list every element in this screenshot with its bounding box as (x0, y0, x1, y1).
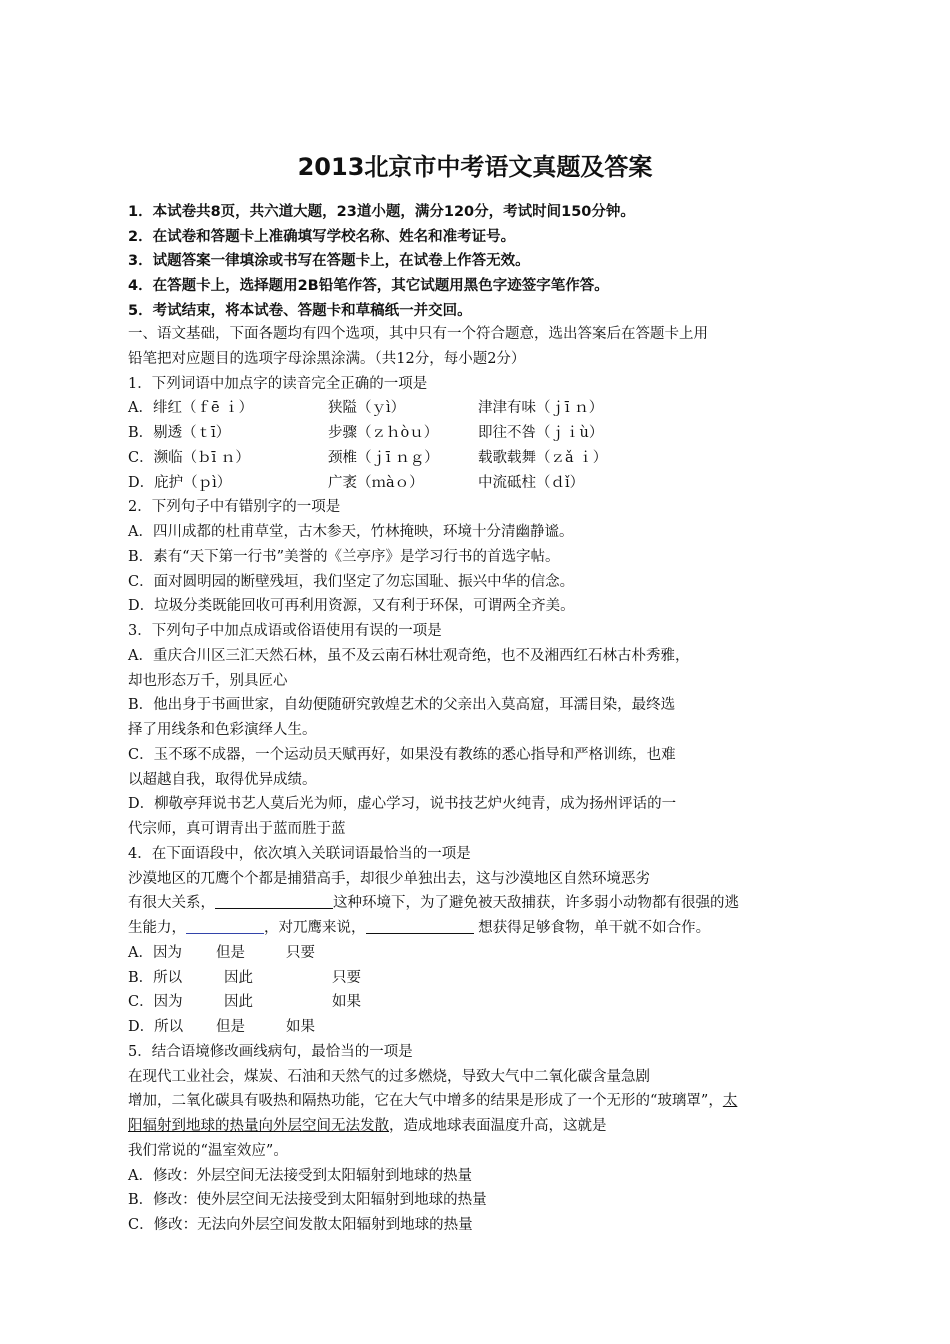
option-word: 只要 (332, 969, 361, 986)
question-2-option-d: D．垃圾分类既能回收可再利用资源，又有利于环保，可谓两全齐美。 (128, 598, 575, 615)
fill-blank-3 (366, 917, 474, 934)
option-word: B．剔透（ｔī） (128, 425, 231, 441)
option-word: A．绯红（ｆē ｉ） (128, 400, 254, 417)
passage-text: ，对兀鹰来说， (264, 920, 366, 936)
question-4-stem: 4．在下面语段中，依次填入关联词语最恰当的一项是 (128, 845, 471, 862)
section-heading: 一、语文基础，下面各题均有四个选项，其中只有一个符合题意，选出答案后在答题卡上用 (128, 326, 708, 342)
option-word: 如果 (332, 994, 361, 1011)
option-word: B．所以 (128, 969, 183, 986)
question-3-option-line: 代宗师，真可谓青出于蓝而胜于蓝 (128, 821, 346, 837)
question-4-passage (128, 891, 858, 916)
option-word: D．所以 (128, 1019, 184, 1035)
option-word: 广袤（ｍàｏ） (328, 474, 424, 491)
passage-text: ，造成地球表面温度升高，这就是 (389, 1118, 607, 1134)
option-word: 狭隘（ｙì） (328, 400, 406, 417)
option-word: 但是 (216, 1019, 245, 1035)
question-4-option-d (128, 1015, 858, 1040)
question-4-passage: 沙漠地区的兀鹰个个都是捕猎高手，却很少单独出去，这与沙漠地区自然环境恶劣 (128, 870, 650, 887)
option-word: 即往不咎（ｊｉù） (478, 425, 604, 441)
question-3-option-line: 以超越自我，取得优异成绩。 (128, 771, 317, 788)
option-word: 载歌载舞（ｚǎ ｉ） (478, 449, 608, 466)
option-word: A．因为 (128, 944, 182, 961)
question-1-option-d (128, 471, 858, 496)
passage-text: 这种环境下，为了避免被天敌捕获，许多弱小动物都有很强的逃 (333, 895, 739, 912)
question-3-stem: 3．下列句子中加点成语或俗语使用有误的一项是 (128, 623, 442, 639)
question-4-option-a (128, 941, 858, 966)
option-word: 如果 (286, 1019, 315, 1035)
option-word: 但是 (216, 944, 245, 961)
option-word: 津津有味（ｊī ｎ） (478, 400, 604, 417)
option-word: C．濒临（ｂī ｎ） (128, 449, 250, 466)
question-2-option-a: A．四川成都的杜甫草堂，古木参天，竹林掩映，环境十分清幽静谧。 (128, 524, 574, 540)
question-3-option-line: A．重庆合川区三汇天然石林，虽不及云南石林壮观奇绝，也不及湘西红石林古朴秀雅， (128, 647, 690, 664)
instruction-item: 2．在试卷和答题卡上准确填写学校名称、姓名和准考证号。 (128, 228, 516, 245)
underlined-sentence: 阳辐射到地球的热量向外层空间无法发散 (128, 1118, 389, 1134)
question-1-option-a (128, 396, 858, 421)
question-5-option-a: A．修改：外层空间无法接受到太阳辐射到地球的热量 (128, 1167, 472, 1184)
option-word: 中流砥柱（ｄǐ） (478, 474, 585, 491)
question-5-passage (128, 1089, 858, 1114)
question-4-option-b (128, 966, 858, 991)
option-word: 因此 (224, 994, 253, 1011)
question-5-option-c: C．修改：无法向外层空间发散太阳辐射到地球的热量 (128, 1217, 473, 1233)
instruction-item: 4．在答题卡上，选择题用2B铅笔作答，其它试题用黑色字迹签字笔作答。 (128, 278, 609, 295)
instruction-item: 5．考试结束，将本试卷、答题卡和草稿纸一并交回。 (128, 302, 472, 319)
question-2-option-b: B．素有“天下第一行书”美誉的《兰亭序》是学习行书的首选字帖。 (128, 548, 560, 565)
exam-body (128, 322, 858, 1238)
passage-text: 有很大关系， (128, 895, 215, 912)
option-word: 因此 (224, 969, 253, 986)
passage-text: 生能力， (128, 920, 186, 936)
question-5-passage (128, 1114, 858, 1139)
question-5-passage: 在现代工业社会，煤炭、石油和天然气的过多燃烧，导致大气中二氧化碳含量急剧 (128, 1068, 650, 1085)
instruction-item: 1．本试卷共8页，共六道大题，23道小题，满分120分，考试时间150分钟。 (128, 204, 635, 220)
option-word: C．因为 (128, 994, 183, 1011)
passage-text: 增加，二氧化碳具有吸热和隔热功能，它在大气中增多的结果是形成了一个无形的“玻璃罩”， (128, 1093, 723, 1110)
question-5-option-b: B．修改：使外层空间无法接受到太阳辐射到地球的热量 (128, 1192, 487, 1209)
option-word: 步骤（ｚｈòｕ） (328, 425, 439, 441)
question-4-passage (128, 916, 858, 941)
question-3-option-line: 却也形态万千，别具匠心 (128, 672, 288, 689)
question-1-option-b (128, 421, 858, 446)
question-3-option-line: B．他出身于书画世家，自幼便随研究敦煌艺术的父亲出入莫高窟，耳濡目染，最终选 (128, 697, 676, 714)
underlined-sentence: 太 (722, 1093, 738, 1110)
question-1-option-c (128, 446, 858, 471)
fill-blank-2 (186, 917, 264, 934)
section-heading-cont: 铅笔把对应题目的选项字母涂黑涂满。（共12分，每小题2分） (128, 350, 526, 367)
instruction-item: 3．试题答案一律填涂或书写在答题卡上，在试卷上作答无效。 (128, 253, 530, 270)
question-5-passage: 我们常说的“温室效应”。 (128, 1142, 288, 1159)
option-word: D．庇护（ｐì） (128, 474, 232, 491)
question-4-option-c (128, 990, 858, 1015)
question-5-stem: 5．结合语境修改画线病句，最恰当的一项是 (128, 1043, 413, 1060)
question-2-option-c: C．面对圆明园的断壁残垣，我们坚定了勿忘国耻、振兴中华的信念。 (128, 573, 575, 590)
option-word: 颈椎（ｊī ｎｇ） (328, 449, 439, 466)
fill-blank-1 (215, 892, 333, 909)
page-title: 2013北京市中考语文真题及答案 (297, 153, 653, 181)
exam-instructions (128, 200, 848, 323)
question-3-option-line: C．玉不琢不成器，一个运动员天赋再好，如果没有教练的悉心指导和严格训练，也难 (128, 746, 676, 763)
question-1-stem: 1．下列词语中加点字的读音完全正确的一项是 (128, 375, 428, 392)
question-3-option-line: D．柳敬亭拜说书艺人莫后光为师，虚心学习，说书技艺炉火纯青，成为扬州评话的一 (128, 796, 677, 813)
question-3-option-line: 择了用线条和色彩演绎人生。 (128, 722, 317, 738)
option-word: 只要 (286, 944, 315, 961)
passage-text: 想获得足够食物，单干就不如合作。 (473, 920, 711, 936)
question-2-stem: 2．下列句子中有错别字的一项是 (128, 499, 341, 516)
